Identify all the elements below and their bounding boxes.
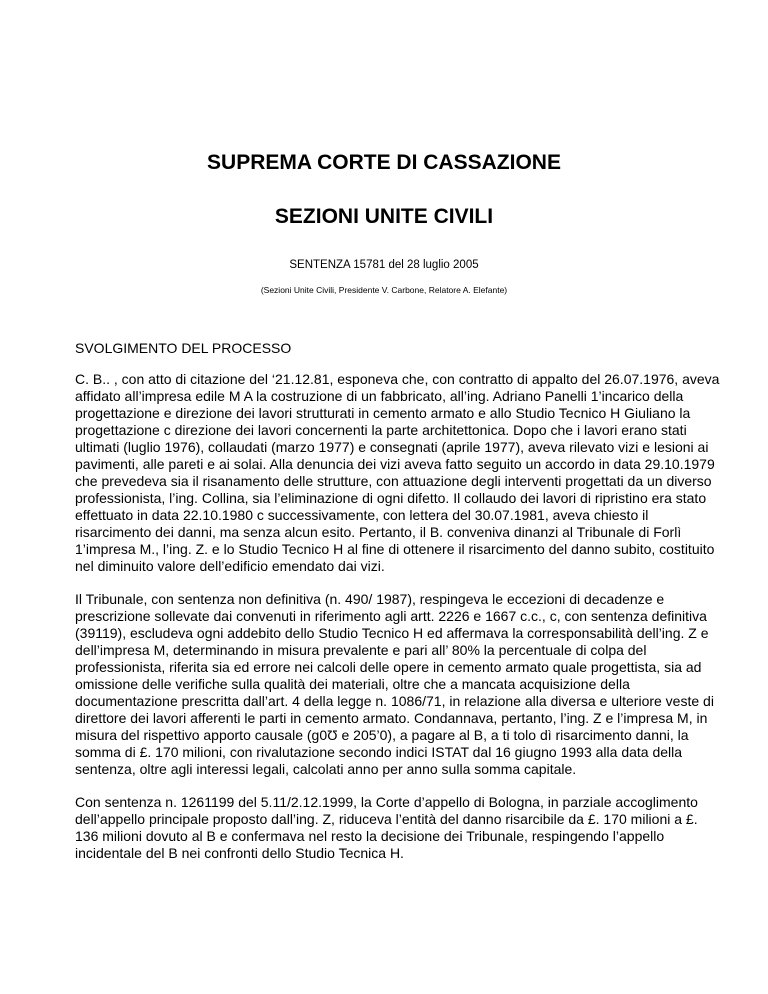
paragraph-1: C. B.. , con atto di citazione del ‘21.12.81, esponeva che, con contratto di appalto del 26.07.1976, aveva affidato all’impresa edile M A la costruzione di un fabbricato, all’ing. Adriano Panelli 1’incarico della progettazione e direzione dei lavori strutturati in cemento armato e allo Studio Tecnico H Giuliano la progettazione c direzione dei lavori concernenti la parte architettonica. Dopo che i lavori erano stati ultimati (luglio 1976), collaudati (marzo 1977) e consegnati (aprile 1977), aveva rilevato vizi e lesioni ai pavimenti, alle pareti e ai solai. Alla denuncia dei vizi aveva fatto seguito un accordo in data 29.10.1979 che prevedeva sia il risanamento delle strutture, con attuazione degli interventi progettati da un diverso professionista, l’ing. Collina, sia l’eliminazione di ogni difetto. Il collaudo dei lavori di ripristino era stato effettuato in data 22.10.1980 c successivamente, con lettera del 30.07.1981, aveva chiesto il risarcimento dei danni, ma senza alcun esito. Pertanto, il B. conveniva dinanzi al Tribunale di Forlì 1’impresa M., l’ing. Z. e lo Studio Tecnico H al fine di ottenere il risarcimento del danno subito, costituito nel diminuito valore dell’edificio emendato dai vizi. xyxy=(75,371,720,574)
page-subtitle: SEZIONI UNITE CIVILI xyxy=(274,205,494,228)
page-title: SUPREMA CORTE DI CASSAZIONE xyxy=(207,151,561,174)
sentenza-reference: SENTENZA 15781 del 28 luglio 2005 xyxy=(289,259,479,271)
court-composition: (Sezioni Unite Civili, Presidente V. Carbone, Relatore A. Elefante) xyxy=(260,285,508,295)
paragraph-3: Con sentenza n. 1261199 del 5.11/2.12.1999, la Corte d’appello di Bologna, in parziale accoglimento dell’appello principale proposto dall’ing. Z, riduceva l’entità del danno risarcibile da £. 170 milioni a £. 136 milioni dovuto al B e confermava nel resto la decisione dei Tribunale, respingendo l’appello incidentale del B nei confronti dello Studio Tecnica H. xyxy=(75,794,698,861)
document-body xyxy=(75,340,721,878)
section-heading: SVOLGIMENTO DEL PROCESSO xyxy=(75,340,292,356)
paragraph-2: Il Tribunale, con sentenza non definitiva (n. 490/ 1987), respingeva le eccezioni di decadenze e prescrizione sollevate dai convenuti in riferimento agli artt. 2226 e 1667 c.c., c, con sentenza definitiva (39119), escludeva ogni addebito dello Studio Tecnico H ed affermava la corresponsabilità dell’ing. Z e dell’impresa M, determinando in misura prevalente e pari all’ 80% la percentuale di colpa del professionista, riferita sia ed errore nei calcoli delle opere in cemento armato quale progettista, sia ad omissione delle verifiche sulla qualità dei materiali, oltre che a mancata acquisizione della documentazione prescritta dall’art. 4 della legge n. 1086/71, in relazione alla diversa e ulteriore veste di direttore dei lavori afferenti le parti in cemento armato. Condannava, pertanto, l’ing. Z e l’impresa M, in misura del rispettivo apporto causale (g0Ʊ e 205’0), a pagare al B, a ti tolo dì risarcimento danni, la somma di £. 170 milioni, con rivalutazione secondo indici ISTAT dal 16 giugno 1993 alla data della sentenza, oltre agli interessi legali, calcolati anno per anno sulla somma capitale. xyxy=(75,591,714,777)
